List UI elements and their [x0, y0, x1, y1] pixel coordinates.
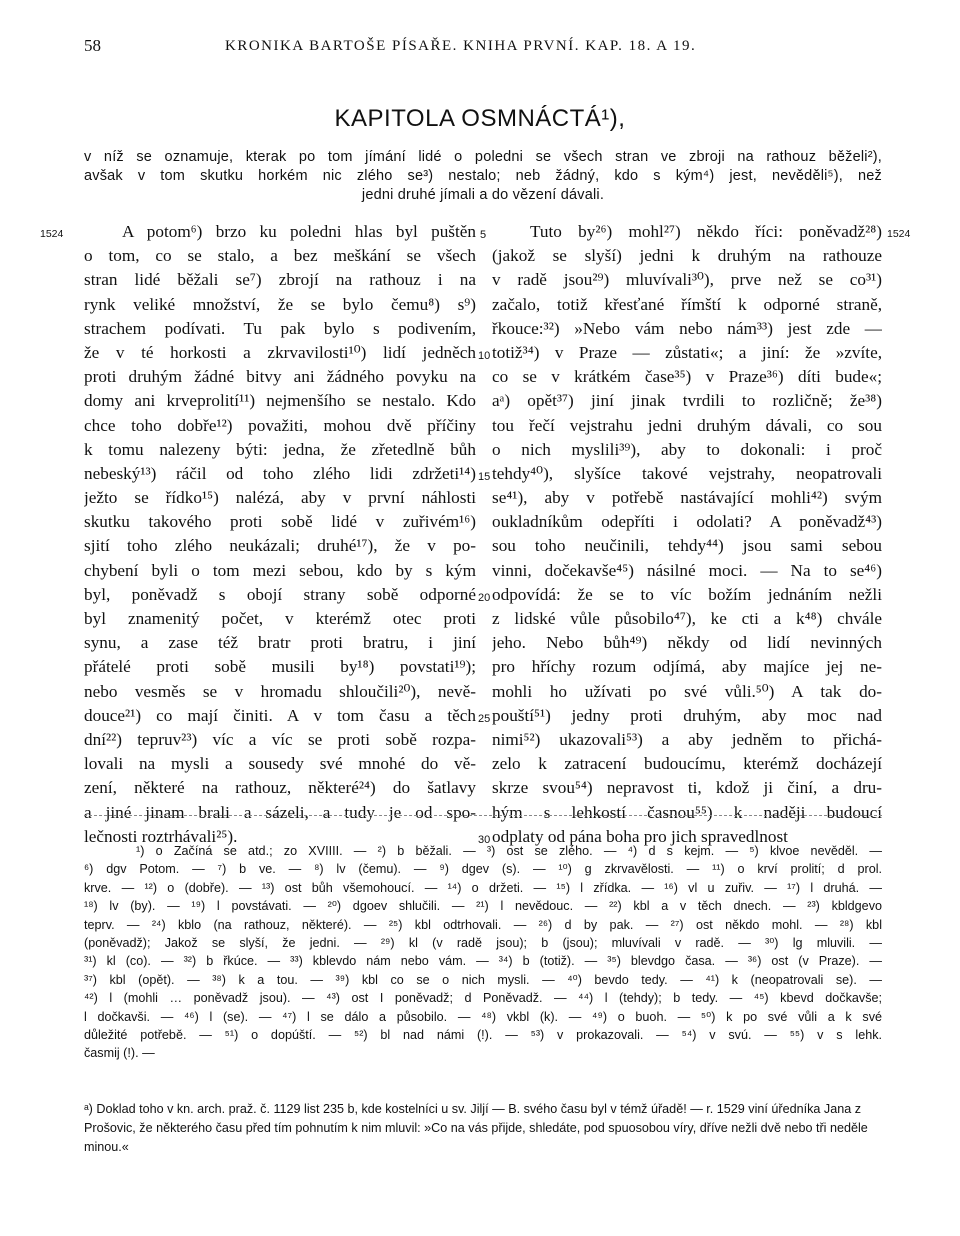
- footnote-line: teprv. — ²⁴) kblo (na rathouz, některé). — ²⁵) kbl odtrhovali. — ²⁶) d by pak. — ²⁷) ost někdo mohl. — ²⁸) kbl: [84, 917, 882, 932]
- text-line: skrze svou⁵⁴) nepravost ti, kdož ji činí, a dru-: [492, 778, 882, 798]
- footnote-line: ¹⁸) lv (by). — ¹⁹) l povstávati. — ²⁰) dgoev shlučili. — ²¹) l nevědouc. — ²²) kbl a v těch dnech. — ²³) kbldgevo: [84, 899, 882, 914]
- text-line: tou řečí vejstrahu jedni druhým dávali, co sou: [492, 415, 882, 435]
- text-line: nebeský¹³) ráčil od toho zlého lidi zdržeti¹⁴): [84, 463, 476, 483]
- main-text-left-column: [84, 220, 476, 849]
- text-line: z lidské vůle působilo⁴⁷), ke cti a k⁴⁸) chvále: [492, 609, 882, 628]
- footnote-line: ³¹) kl (co). — ³²) b řkúce. — ³³) kblevdo nám nebo vám. — ³⁴) b (totiž). — ³⁵) blevdgo časa. — ³⁶) ost (v Praze). —: [84, 954, 882, 969]
- text-line: ježto se řídko¹⁵) nalézá, aby v první náhlosti: [84, 488, 476, 508]
- text-line: o nich myslili³⁹), aby to dokonali: i proč: [492, 439, 882, 459]
- text-line: pro hříchy rozum odjímá, aby majíce jej ne-: [492, 657, 882, 677]
- text-line: stran lidé běžali se⁷) zbrojí na rathouz i na: [84, 270, 476, 290]
- text-line: přátelé proti sobě musili by¹⁸) povstati¹⁹);: [84, 657, 476, 677]
- text-line: lovali na mysli a sousedy své mnohé do vě-: [84, 754, 476, 774]
- text-line: v radě jsou²⁹) mluvívali³⁰), prve než se co³¹): [492, 270, 882, 290]
- text-line: řkouce:³²) »Nebo vám nebo nám³³) jest zde —: [492, 318, 882, 338]
- line-number: 30: [478, 834, 491, 846]
- text-line: lečnosti roztrhávali²⁵).: [84, 826, 238, 846]
- text-line: domy ani krveprolití¹¹) nejmenšího se nestalo. Kdo: [84, 391, 476, 411]
- text-line: aᵃ) opět³⁷) jiní jinak tvrdili to rozličně; že³⁸): [492, 391, 882, 411]
- text-line: nimi⁵²) ukazovali⁵³) a aby jedněm to přichá-: [492, 729, 882, 749]
- footnote-line: ³⁷) kbl (opět). — ³⁸) k a tou. — ³⁹) kbl co se o nich mysli. — ⁴⁰) bevdo tedy. — ⁴¹) k (neopatrovali se). —: [84, 972, 882, 987]
- margin-year-right: 1524: [887, 228, 911, 240]
- summary-line: v níž se oznamuje, kterak po tom jímání lidé o poledni se všech stran ve zbroji na rathouz běželi²),: [84, 149, 882, 165]
- footnote-line: ⁶) dgv Potom. — ⁷) b ve. — ⁸) lv (čemu). — ⁹) dgev (s). — ¹⁰) g zkrvavělosti. — ¹¹) o krví prolití; d prol.: [84, 862, 882, 877]
- text-line: chybení byli o tom mezi sebou, kdo by s kým: [84, 560, 476, 580]
- text-line: oukladníkům odepříti i odolati? A poněvadž⁴³): [492, 512, 882, 532]
- chapter-summary: [84, 148, 882, 205]
- text-line: nebo vesměs se v hromadu shloučili²⁰), nevě-: [84, 681, 476, 701]
- text-line: a jiné jinam brali a sázeli, a tudy je od spo-: [84, 802, 476, 822]
- text-line: začalo, totiž křesťané římští k odporné straně,: [492, 294, 882, 314]
- summary-line: avšak v tom skutku horkém nic zlého se³) nestalo; neb žádný, kdo s kým⁴) jest, nevěděli⁵), než: [84, 168, 882, 184]
- text-line: proti druhým žádné bitvy ani žádného povyku na: [84, 367, 476, 387]
- footnote-line: (poněvadž); Jakož se slyší, že jedni. — ²⁹) kl (v radě jsou); b (jsou); mluvívali v radě. — ³⁰) lg mluvili. —: [84, 935, 882, 950]
- text-line: douce²¹) co mají činiti. A v tom času a těch: [84, 705, 476, 725]
- line-number: 20: [478, 592, 491, 604]
- text-line: strachem podívati. Tu pak bylo s podivením,: [84, 318, 476, 338]
- footnote-line: l dočkavši. — ⁴⁶) l (se). — ⁴⁷) l se dálo a působilo. — ⁴⁸) vkbl (k). — ⁴⁹) o buoh. — ⁵⁰) k po své vůli a k své: [84, 1009, 882, 1024]
- text-line: Tuto by²⁶) mohl²⁷) někdo říci: poněvadž²⁸): [530, 222, 882, 241]
- text-line: dní²²) tepruv²³) víc a víc se proti sobě rozpa-: [84, 729, 476, 749]
- text-line: byl znamenitý počet, v kterémž otec proti: [84, 609, 476, 628]
- text-line: sjití toho zlého neukázali; druhé¹⁷), že v po-: [84, 536, 476, 556]
- text-line: zení, některé na rathouz, některé²⁴) do šatlavy: [84, 778, 476, 798]
- footnote-line: ¹) o Začíná se atd.; zo XVIIII. — ²) b běžali. — ³) ost se zlého. — ⁴) d s kejm. — ⁵) klvoe nevěděl. —: [136, 844, 882, 858]
- text-line: (jakož se slyší) jedni k druhým na rathouze: [492, 246, 882, 266]
- text-line: co se v krátkém čase³⁵) v Praze³⁶) díti bude«;: [492, 367, 882, 387]
- line-number: 15: [478, 471, 491, 483]
- running-head: KRONIKA BARTOŠE PÍSAŘE. KNIHA PRVNÍ. KAP. 18. A 19.: [225, 38, 697, 54]
- footnote-rule: [84, 815, 882, 816]
- text-line: sou toho neučinili, tehdy⁴⁴) jsou sami sebou: [492, 536, 882, 556]
- editorial-note: ᵃ) Doklad toho v kn. arch. praž. č. 1129 list 235 b, kde kostelníci u sv. Jiljí — B. svého času byl v témž úřadě! — r. 1529 viní úředníka Jana z Prošovic, že některého času před tím pohnutím k nim mluvil: »Co na vás přijde, shledáte, pod spuosobou víry, dříve nežli dvě nebo tři neděle minou.«: [84, 1102, 868, 1154]
- chapter-title: KAPITOLA OSMNÁCTÁ¹),: [334, 105, 626, 132]
- text-line: o tom, co se stalo, a bez meškání se všech: [84, 246, 476, 266]
- text-line: rynk veliké množství, že se bylo čemu⁸) s⁹): [84, 294, 476, 314]
- text-line: zelo k zatracení budoucímu, kterémž docházejí: [492, 754, 882, 774]
- summary-line: jedni druhé jímali a do vězení dávali.: [361, 187, 605, 203]
- footnote-line: ⁴²) l (mohli … poněvadž jsou). — ⁴³) ost I poněvadž; d Poněvadž. — ⁴⁴) l (tehdy); b tedy. — ⁴⁵) kbevd dočkavše;: [84, 991, 882, 1006]
- text-line: že v té horkosti a zkrvavilosti¹⁰) lidí jedněch: [84, 342, 476, 362]
- text-line: tehdy⁴⁰), slyšíce takové vejstrahy, neopatrovali: [492, 463, 882, 483]
- footnote-line: krve. — ¹²) o (dobře). — ¹³) ost bůh všemohoucí. — ¹⁴) o držeti. — ¹⁵) l zřídka. — ¹⁶) vl u zuřiv. — ¹⁷) l druhá. —: [84, 880, 882, 895]
- margin-year-left: 1524: [40, 228, 64, 240]
- page-number: 58: [84, 36, 101, 55]
- text-line: A potom⁶) brzo ku poledni hlas byl puštěn: [122, 222, 476, 241]
- text-line: skutku takového proti sobě lidé v zuřivém¹⁶): [84, 512, 476, 532]
- main-text-right-column: [492, 220, 882, 849]
- text-line: se⁴¹), aby v potřebě nastávající mohli⁴²) svým: [492, 488, 882, 508]
- text-line: odpovídá: že se to víc božím jednáním nežli: [492, 584, 882, 604]
- footnote-line: časmij (!). —: [84, 1046, 155, 1061]
- text-line: byl, poněvadž s obojí strany sobě odporné: [84, 584, 476, 604]
- text-line: jeho. Nebo bůh⁴⁹) někdy od lidí nevinných: [492, 633, 882, 653]
- text-line: odplaty od pána boha pro jich spravedlnost: [492, 826, 788, 846]
- text-line: k tomu nalezeny býti: jedna, že zřetedlně bůh: [84, 439, 476, 459]
- line-number: 10: [478, 350, 491, 362]
- text-line: chce toho dobře¹²) považiti, mohou dvě příčiny: [84, 415, 476, 435]
- text-line: synu, a zase též bratr proti bratru, i jiní: [84, 633, 476, 653]
- footnote-line: důležité potřebě. — ⁵¹) o dopúští. — ⁵²) bl nad námi (!). — ⁵³) v prokazovali. — ⁵⁴) v svú. — ⁵⁵) v s lehk.: [84, 1027, 882, 1042]
- line-number: 25: [478, 713, 491, 725]
- line-number: 5: [480, 229, 487, 241]
- text-line: mohli ho užívati po své vůli.⁵⁰) A tak do-: [492, 681, 882, 701]
- text-line: totiž³⁴) v Praze — zůstati«; a jiní: že »zvíte,: [492, 342, 882, 362]
- footnotes: [84, 842, 882, 1063]
- text-line: pouští⁵¹) jedny proti druhým, aby moc nad: [492, 705, 882, 725]
- text-line: hým s lehkostí časnou⁵⁵) k naději budoucí: [492, 802, 882, 822]
- text-line: vinni, dočekavše⁴⁵) násilné moci. — Na to se⁴⁶): [492, 560, 882, 580]
